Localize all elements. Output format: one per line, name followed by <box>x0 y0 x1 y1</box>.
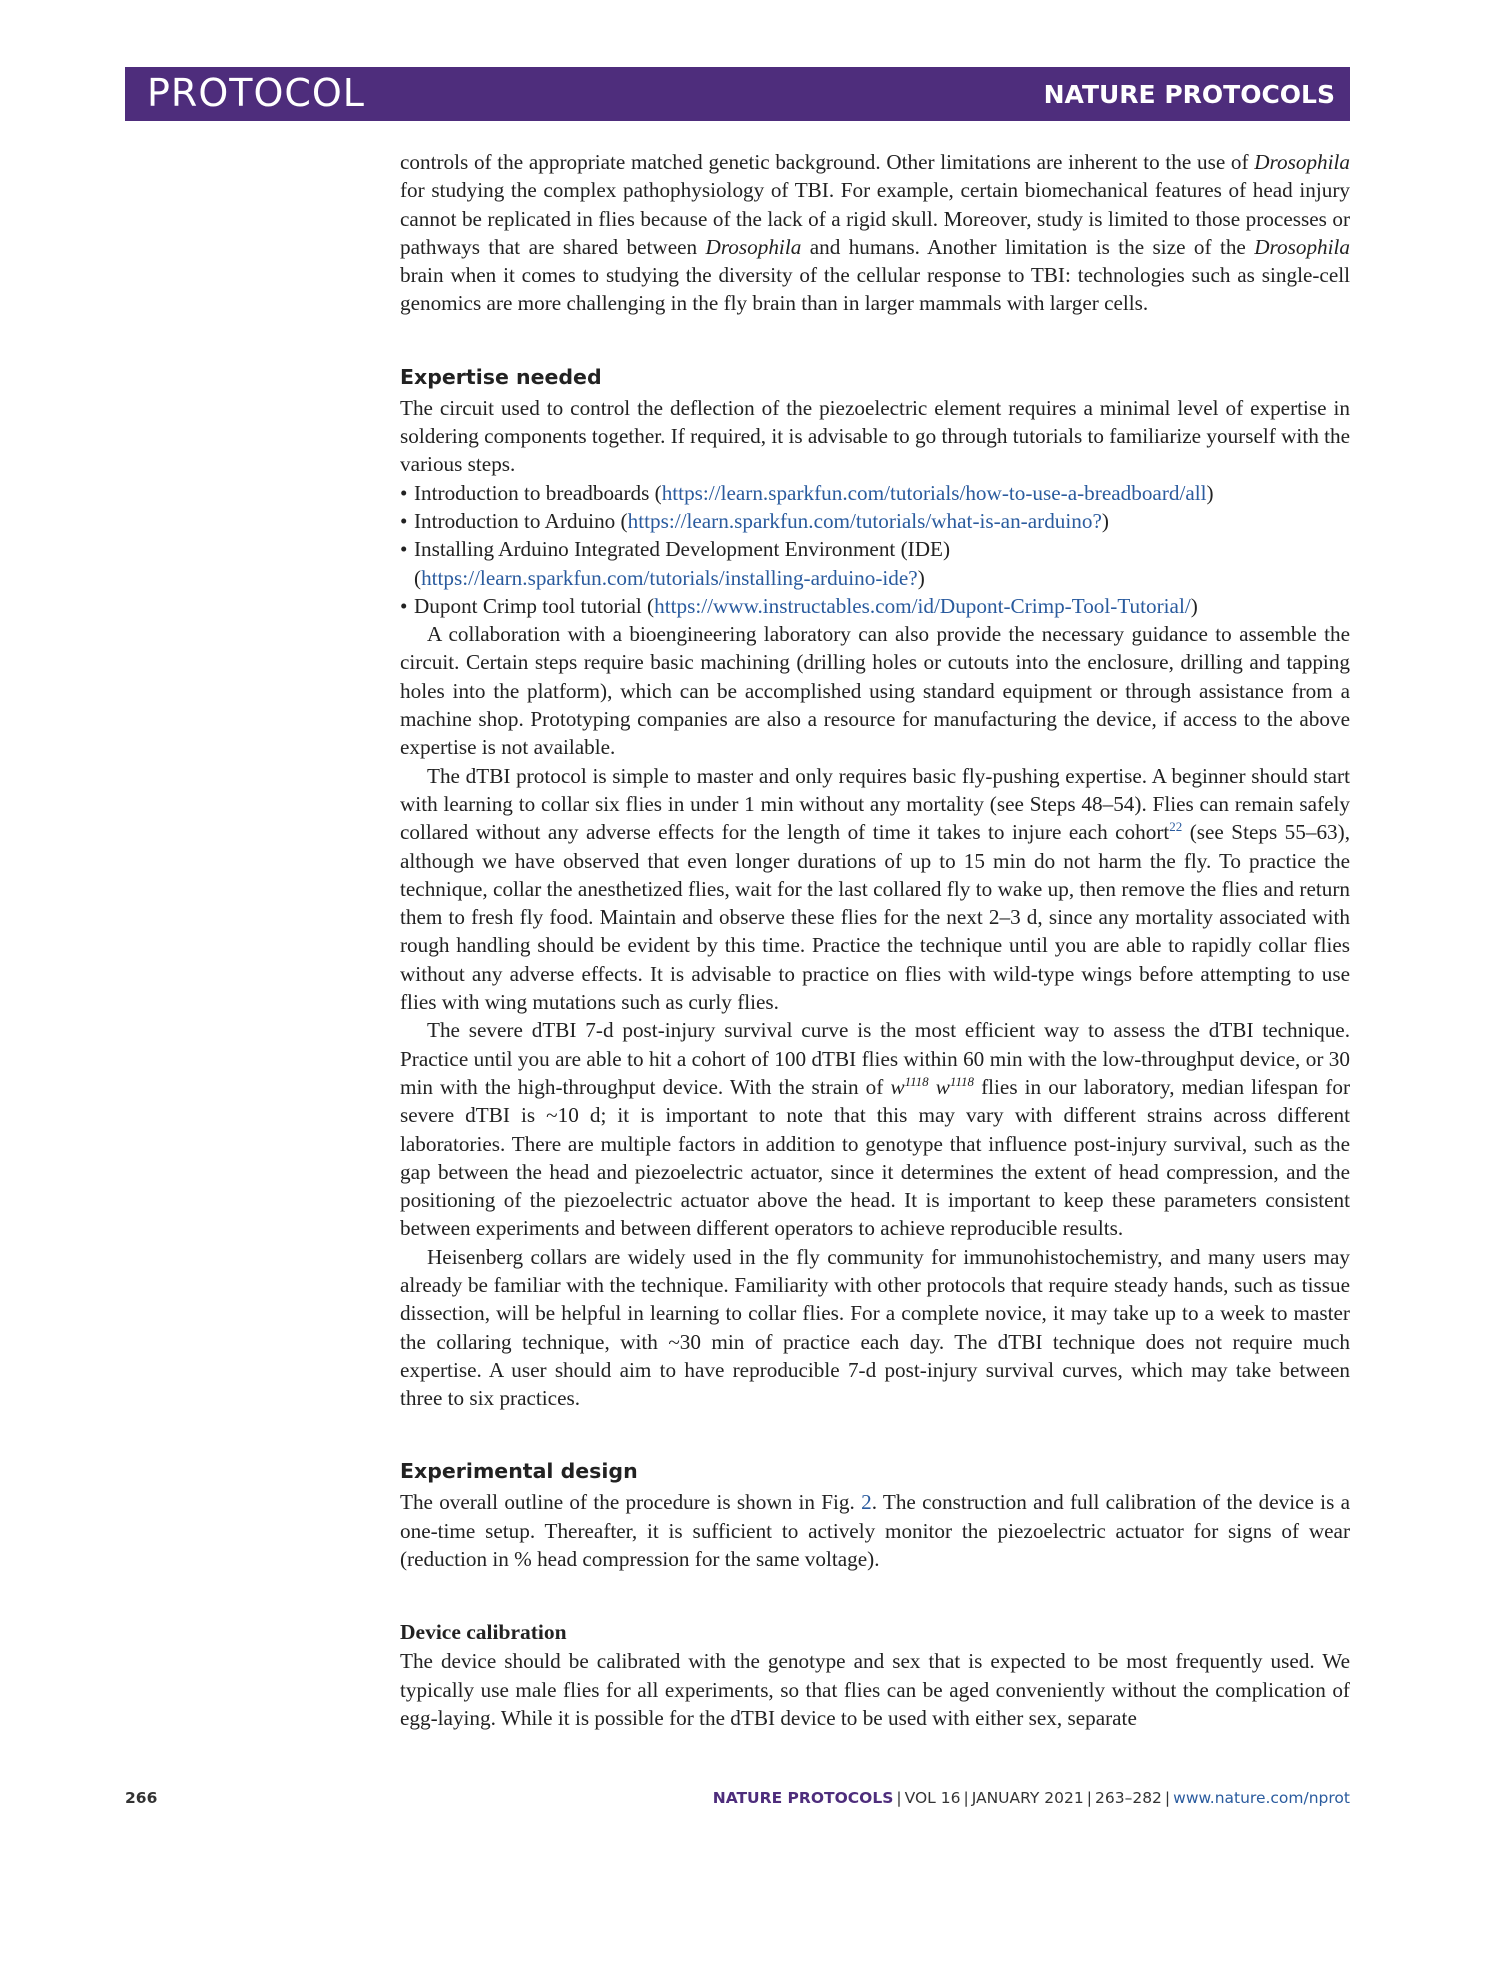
calibration-paragraph: The device should be calibrated with the genotype and sex that is expected to be most frequently used. We typically use male flies for all experiments, so that flies can be aged conveniently without the complication of egg-laying. While it is possible for the dTBI device to be used with either sex, separate <box>400 1649 1350 1730</box>
text-span: ) <box>1206 480 1214 505</box>
separator: | <box>896 1789 902 1807</box>
genotype-superscript: 1118 <box>949 1073 974 1089</box>
text-span: ) <box>917 565 925 590</box>
tutorial-link-arduino-ide[interactable]: https://learn.sparkfun.com/tutorials/installing-arduino-ide? <box>421 565 918 590</box>
subsection-heading-device-calibration: Device calibration <box>400 1620 567 1645</box>
species-italic: Drosophila <box>705 234 802 259</box>
reference-link[interactable]: 22 <box>1169 819 1183 835</box>
list-item <box>400 479 1350 507</box>
text-span: The overall outline of the procedure is shown in Fig. <box>400 1490 862 1515</box>
text-span: flies in our laboratory, median lifespan for severe dTBI is ~10 d; it is important to note that this may vary with different strains across different laboratories. There are multiple factors in addition to genotype that influence post-injury survival, such as the gap between the head and piezoelectric actuator, since it determines the extent of head compression, and the positioning of the piezoelectric actuator above the head. It is important to keep these parameters consistent between experiments and between different operators to achieve reproducible results. <box>400 1074 1351 1241</box>
separator: | <box>1164 1789 1171 1807</box>
footer-pages: 263–282 <box>1095 1789 1162 1807</box>
text-span: . The construction and full calibration of the device is a one-time setup. Thereafter, it is sufficient to actively monitor the piezoelectric actuator for signs of wear (reduction in % head compression for the same voltage). <box>400 1490 1350 1572</box>
tutorial-link-arduino[interactable]: https://learn.sparkfun.com/tutorials/what-is-an-arduino? <box>627 508 1102 533</box>
text-span: The dTBI protocol is simple to master and only requires basic fly-pushing expertise. A beginner should start with learning to collar six flies in under 1 min without any mortality (see Steps 48–54). Flies can remain safely collared without any adverse effects for the length of time it takes to injure each cohort <box>400 763 1350 845</box>
text-span: Introduction to breadboards ( <box>414 480 662 505</box>
text-span: brain when it comes to studying the diversity of the cellular response to TBI: technologies such as single-cell genomics are more challenging in the fly brain than in larger mammals with larger cells. <box>400 263 1350 316</box>
species-italic: Drosophila <box>1254 150 1350 174</box>
species-italic: Drosophila <box>1254 234 1350 259</box>
section-heading-expertise: Expertise needed <box>400 364 602 389</box>
list-item <box>400 592 1350 620</box>
list-item <box>400 507 1350 535</box>
text-span: Dupont Crimp tool tutorial ( <box>414 593 655 618</box>
intro-paragraph <box>400 148 1350 318</box>
design-paragraph <box>400 1488 1350 1573</box>
main-text <box>400 148 1350 1732</box>
text-span: ) <box>1101 508 1109 533</box>
journal-banner <box>125 67 1350 121</box>
text-span: and humans. Another limitation is the size of the <box>801 234 1255 259</box>
page-footer <box>125 1789 1350 1809</box>
footer-journal: NATURE PROTOCOLS <box>712 1789 894 1807</box>
text-span: Installing Arduino Integrated Development Environment (IDE) ( <box>414 537 951 590</box>
text-span: The severe dTBI 7-d post-injury survival curve is the most efficient way to assess the dTBI technique. Practice until you are able to hit a cohort of 100 dTBI flies within 60 min with the low-throughput device, or 30 min with the high-throughput device. With the strain of <box>400 1018 1350 1099</box>
section-heading-experimental-design: Experimental design <box>400 1459 638 1484</box>
figure-link[interactable]: 2 <box>861 1490 872 1515</box>
genotype-italic: w <box>890 1074 905 1099</box>
footer-url-link[interactable]: www.nature.com/nprot <box>1173 1789 1350 1807</box>
tutorial-link-dupont-crimp[interactable]: https://www.instructables.com/id/Dupont-Crimp-Tool-Tutorial/ <box>654 593 1191 618</box>
text-span: ) <box>1190 593 1198 618</box>
tutorial-link-breadboards[interactable]: https://learn.sparkfun.com/tutorials/how-to-use-a-breadboard/all <box>661 480 1207 505</box>
text-span: Introduction to Arduino ( <box>414 508 628 533</box>
journal-name-label: NATURE PROTOCOLS <box>1043 80 1335 109</box>
expertise-paragraph-2: A collaboration with a bioengineering laboratory can also provide the necessary guidance to assemble the circuit. Certain steps require basic machining (drilling holes or cutouts into the enclosure, drilling and tapping holes into the platform), which can be accomplished using standard equipment or through assistance from a machine shop. Prototyping companies are also a resource for manufacturing the device, if access to the above expertise is not available. <box>400 622 1350 760</box>
expertise-paragraph-5: Heisenberg collars are widely used in the fly community for immunohistochemistry, and many users may already be familiar with the technique. Familiarity with other protocols that require steady hands, such as tissue dissection, will be helpful in learning to collar flies. For a complete novice, it may take up to a week to master the collaring technique, with ~30 min of practice each day. The dTBI technique does not require much expertise. A user should aim to have reproducible 7-d post-injury survival curves, which may take between three to six practices. <box>400 1244 1350 1411</box>
footer-volume: VOL 16 <box>904 1789 961 1807</box>
list-item <box>400 535 1350 592</box>
tutorial-list <box>400 479 1350 620</box>
article-type-label: PROTOCOL <box>147 71 365 115</box>
text-span: (see Steps 55–63), although we have observed that even longer durations of up to 15 min do not harm the fly. To practice the technique, collar the anesthetized flies, wait for the last collared fly to wake up, then remove the flies and return them to fresh fly food. Maintain and observe these flies for the next 2–3 d, since any mortality associated with rough handling should be evident by this time. Practice the technique until you are able to rapidly collar flies without any adverse effects. It is advisable to practice on flies with wild-type wings before attempting to use flies with wing mutations such as curly flies. <box>400 820 1350 1015</box>
genotype-italic: w <box>935 1074 950 1099</box>
separator: | <box>963 1789 969 1807</box>
text-span <box>929 1075 936 1099</box>
text-span: controls of the appropriate matched genetic background. Other limitations are inherent to the use of <box>400 150 1255 174</box>
genotype-superscript: 1118 <box>904 1073 929 1089</box>
separator: | <box>1086 1789 1092 1807</box>
expertise-paragraph-3 <box>400 762 1350 1017</box>
footer-date: JANUARY 2021 <box>971 1789 1084 1807</box>
footer-citation <box>713 1789 1350 1807</box>
page-number: 266 <box>125 1789 158 1807</box>
text-span: for studying the complex pathophysiology of TBI. For example, certain biomechanical features of head injury cannot be replicated in flies because of the lack of a rigid skull. Moreover, study is limited to those processes or pathways that are shared between <box>400 178 1350 259</box>
expertise-paragraph-4 <box>400 1016 1350 1242</box>
expertise-paragraph-1: The circuit used to control the deflection of the piezoelectric element requires a minimal level of expertise in soldering components together. If required, it is advisable to go through tutorials to familiarize yourself with the various steps. <box>400 395 1350 477</box>
